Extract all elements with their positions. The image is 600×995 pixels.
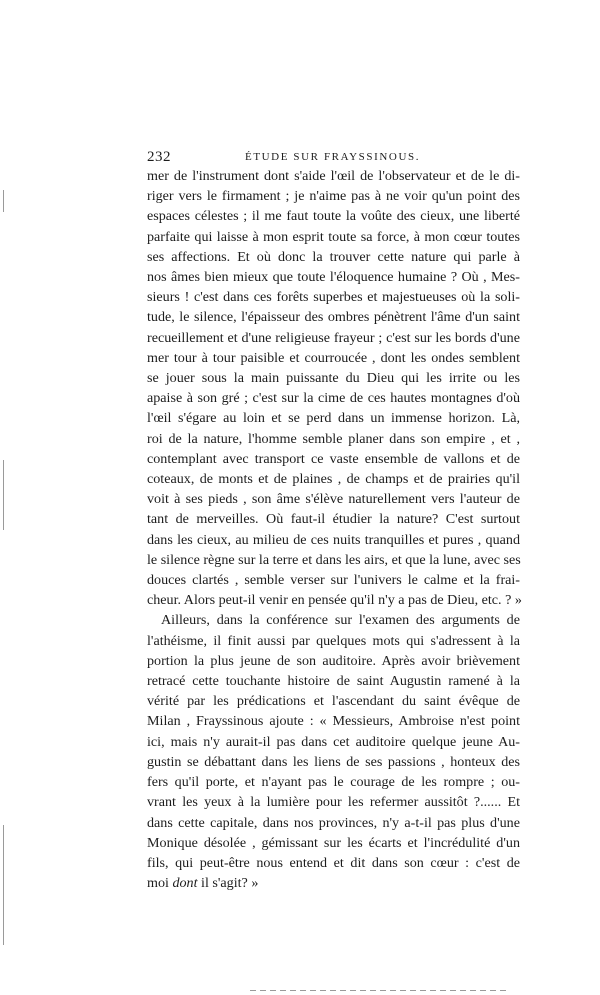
text-line: roi de la nature, l'homme semble planer dans son empire , et , bbox=[147, 430, 520, 447]
text-line: sieurs ! c'est dans ces forêts superbes et majestueuses où la soli- bbox=[147, 289, 520, 306]
text-line: apaise à son gré ; c'est sur la cime de ces hautes montagnes d'où bbox=[147, 390, 520, 407]
text-line: mer de l'instrument dont s'aide l'œil de l'observateur et de le di- bbox=[147, 168, 520, 184]
text-line: le silence règne sur la terre et dans les airs, et que la lune, avec ses bbox=[147, 551, 521, 568]
margin-scan-mark bbox=[3, 190, 4, 212]
text-line: ses affections. Et où donc la trouver cette nature qui parle à bbox=[147, 248, 520, 265]
text-line: ici, mais n'y aurait-il pas dans cet auditoire quelque jeune Au- bbox=[147, 733, 520, 750]
final-line-start: moi bbox=[147, 875, 173, 892]
final-line-end: il s'agit? » bbox=[197, 875, 259, 892]
text-line: Milan , Frayssinous ajoute : « Messieurs, Ambroise n'est point bbox=[147, 713, 520, 730]
running-title: ÉTUDE SUR FRAYSSINOUS. bbox=[245, 151, 421, 163]
text-line: retracé cette touchante histoire de saint Augustin ramené à la bbox=[147, 673, 520, 690]
emphasized-word: dont bbox=[172, 875, 198, 892]
text-line: coteaux, de monts et de plaines , de champs et de prairies qu'il bbox=[147, 471, 520, 488]
text-line: vrant les yeux à la lumière pour les refermer aussitôt ?...... Et bbox=[147, 794, 520, 811]
text-line: l'athéisme, il finit aussi par quelques mots qui s'adressent à la bbox=[147, 632, 520, 649]
text-line: parfaite qui laisse à mon esprit toute sa force, à mon cœur toutes bbox=[147, 228, 520, 245]
page-header bbox=[147, 149, 513, 167]
bottom-scan-rule bbox=[250, 990, 510, 991]
text-line: dans cette capitale, dans nos provinces, n'y a-t-il pas plus d'une bbox=[147, 814, 520, 831]
margin-scan-mark bbox=[3, 460, 4, 530]
text-line: portion la plus jeune de son auditoire. Après avoir brièvement bbox=[147, 652, 520, 669]
text-line: fers qu'il porte, et n'ayant pas le courage de les rompre ; ou- bbox=[147, 774, 520, 791]
page-number: 232 bbox=[147, 149, 171, 165]
text-line-final bbox=[147, 873, 520, 893]
text-line: voit à ses pieds , son âme s'élève naturellement vers l'auteur de bbox=[147, 491, 520, 508]
text-line: tant de merveilles. Où faut-il étudier la nature? C'est surtout bbox=[147, 511, 520, 528]
text-line: Monique désolée , gémissant sur les écarts et l'incrédulité d'un bbox=[147, 834, 520, 851]
text-line: vérité par les prédications et l'ascendant du saint évêque de bbox=[147, 693, 520, 710]
margin-scan-mark bbox=[3, 825, 4, 945]
text-line: cheur. Alors peut-il venir en pensée qu'il n'y a pas de Dieu, etc. ? » bbox=[147, 592, 522, 609]
text-line: tude, le silence, l'épaisseur des ombres pénètrent l'âme d'un saint bbox=[147, 309, 520, 326]
text-line: dans les cieux, au milieu de ces nuits tranquilles et pures , quand bbox=[147, 531, 520, 548]
body-text bbox=[147, 166, 520, 893]
text-line: gustin se débattant dans les liens de ses passions , honteux des bbox=[147, 753, 520, 770]
text-line: se jouer sous la main puissante du Dieu qui les irrite ou les bbox=[147, 370, 520, 387]
text-line: recueillement et d'une religieuse frayeur ; c'est sur les bords d'une bbox=[147, 329, 520, 346]
text-line: contemplant avec transport ce vaste ensemble de vallons et de bbox=[147, 450, 520, 467]
text-line: l'œil s'égare au loin et se perd dans un immense horizon. Là, bbox=[147, 410, 520, 427]
text-line: fils, qui peut-être nous entend et dit dans son cœur : c'est de bbox=[147, 854, 520, 871]
text-line: nos âmes bien mieux que toute l'éloquence humaine ? Où , Mes- bbox=[147, 269, 520, 286]
text-line: douces clartés , semble verser sur l'univers le calme et la frai- bbox=[147, 572, 520, 589]
text-line: riger vers le firmament ; je n'aime pas à ne voir qu'un point des bbox=[147, 188, 520, 205]
text-line: mer tour à tour paisible et courroucée , dont les ondes semblent bbox=[147, 349, 520, 366]
text-line: Ailleurs, dans la conférence sur l'examen des arguments de bbox=[161, 612, 520, 629]
text-line: espaces célestes ; il me faut toute la voûte des cieux, une liberté bbox=[147, 208, 520, 225]
